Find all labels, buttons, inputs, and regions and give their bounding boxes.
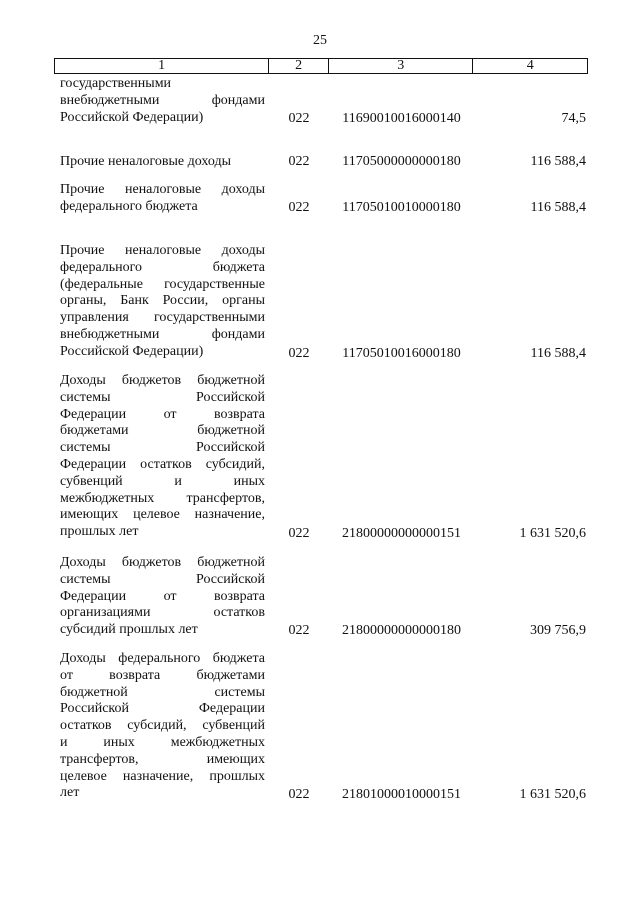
table-header-row xyxy=(54,58,588,74)
row-name-line: имеющих целевое назначение, xyxy=(60,507,265,523)
row-amount: 116 588,4 xyxy=(530,346,586,362)
row-name-line: Федерации от возврата xyxy=(60,406,265,422)
row-name-line: трансфертов, имеющих xyxy=(60,751,265,767)
header-col-4: 4 xyxy=(526,58,534,73)
row-name-line: внебюджетными фондами xyxy=(60,326,265,342)
row-admin-code: 022 xyxy=(288,346,310,362)
row-admin-code: 022 xyxy=(288,154,310,170)
header-col-3: 3 xyxy=(329,59,473,73)
row-name-line: целевое назначение, прошлых xyxy=(60,768,265,784)
row-name-line: бюджетами бюджетной xyxy=(60,423,265,439)
header-col-1: 1 xyxy=(55,59,269,73)
row-admin-code: 022 xyxy=(288,787,310,803)
row-name-line: от возврата бюджетами xyxy=(60,667,265,683)
row-name-line: государственными xyxy=(60,76,172,91)
page-number: 25 xyxy=(313,33,327,48)
row-name-line: лет xyxy=(60,785,80,801)
row-admin-code: 022 xyxy=(288,111,310,127)
row-admin-code: 022 xyxy=(288,200,310,216)
row-name xyxy=(60,243,265,361)
row-name-line: организациями остатков xyxy=(60,605,265,621)
row-name-line: Федерации от возврата xyxy=(60,588,265,604)
row-name-line: Прочие неналоговые доходы xyxy=(60,154,232,169)
row-admin-code: 022 xyxy=(288,526,310,542)
row-name-line: системы Российской xyxy=(60,571,265,587)
row-name xyxy=(60,182,265,216)
row-name xyxy=(60,76,265,126)
row-name-line: органы, Банк России, органы xyxy=(60,293,265,309)
row-name-line: и иных межбюджетных xyxy=(60,734,265,750)
row-name-line: Доходы федерального бюджета xyxy=(60,651,265,666)
row-name-line: субсидий прошлых лет xyxy=(60,622,198,638)
table-row xyxy=(54,555,588,640)
row-name-line: управления государственными xyxy=(60,310,265,326)
row-name-line: прошлых лет xyxy=(60,524,139,540)
row-name-line: субвенций и иных xyxy=(60,473,265,489)
row-budget-code: 11705010010000180 xyxy=(342,200,461,216)
table-row xyxy=(54,76,588,128)
header-col-2: 2 xyxy=(269,59,329,73)
row-name-line: системы Российской xyxy=(60,440,265,456)
row-name-line: внебюджетными фондами xyxy=(60,92,265,108)
row-name-line: Российской Федерации) xyxy=(60,109,204,125)
row-name-line: системы Российской xyxy=(60,389,265,405)
table-row xyxy=(54,651,588,804)
row-budget-code: 21800000000000151 xyxy=(342,526,461,542)
row-name-line: Федерации остатков субсидий, xyxy=(60,456,265,472)
row-budget-code: 21800000000000180 xyxy=(342,623,461,639)
table-row xyxy=(54,154,588,171)
row-name-line: Российской Федерации xyxy=(60,701,265,717)
table-row xyxy=(54,373,588,543)
row-name xyxy=(60,651,265,802)
row-name-line: Прочие неналоговые доходы xyxy=(60,182,265,197)
row-name xyxy=(60,555,265,639)
row-amount: 309 756,9 xyxy=(530,623,586,639)
table-row xyxy=(54,243,588,363)
row-budget-code: 11705000000000180 xyxy=(342,154,461,170)
row-name-line: межбюджетных трансфертов, xyxy=(60,490,265,506)
row-name-line: Доходы бюджетов бюджетной xyxy=(60,373,265,388)
row-name xyxy=(60,154,265,171)
row-name-line: (федеральные государственные xyxy=(60,276,265,292)
row-name-line: федерального бюджета xyxy=(60,198,198,214)
row-amount: 1 631 520,6 xyxy=(519,526,586,542)
row-amount: 74,5 xyxy=(561,111,586,127)
table-row xyxy=(54,182,588,217)
row-name xyxy=(60,373,265,541)
row-amount: 116 588,4 xyxy=(530,154,586,170)
row-name-line: федерального бюджета xyxy=(60,259,265,275)
row-amount: 116 588,4 xyxy=(530,200,586,216)
row-name-line: Прочие неналоговые доходы xyxy=(60,243,265,258)
row-budget-code: 11705010016000180 xyxy=(342,346,461,362)
row-name-line: бюджетной системы xyxy=(60,684,265,700)
row-name-line: Доходы бюджетов бюджетной xyxy=(60,555,265,570)
row-budget-code: 21801000010000151 xyxy=(342,787,461,803)
row-name-line: остатков субсидий, субвенций xyxy=(60,718,265,734)
row-budget-code: 11690010016000140 xyxy=(342,111,461,127)
row-admin-code: 022 xyxy=(288,623,310,639)
row-amount: 1 631 520,6 xyxy=(519,787,586,803)
row-name-line: Российской Федерации) xyxy=(60,343,204,359)
